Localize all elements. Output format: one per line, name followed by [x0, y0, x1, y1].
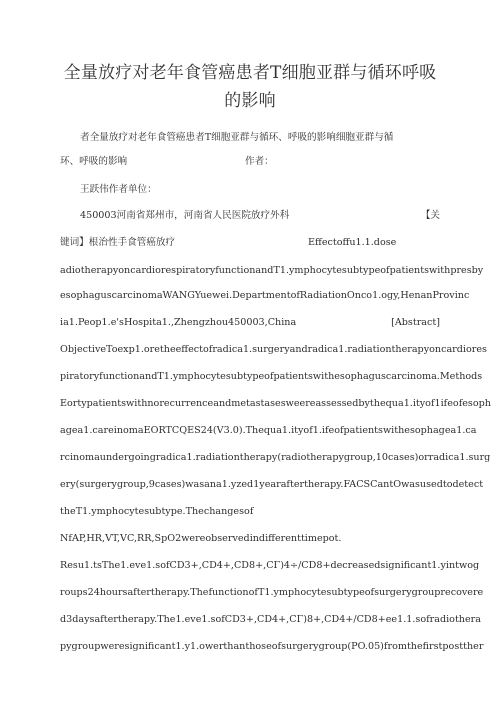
body-line: adiotherapyoncardiorespiratoryfunctionandT1.ymphocytesubtypeofpatientswithpresby [60, 265, 484, 276]
body-line [80, 209, 440, 223]
body-line: roups24hoursaftertherapy.ThefunctionofT1.ymphocytesubtypeofsurgerygrouprecovere [60, 587, 484, 598]
body-line: theT1.ymphocytesubtype.Thechangesof [60, 506, 254, 517]
keywords-text: 键词】根治性手食管癌放疗 [60, 237, 176, 248]
body-line: esophaguscarcinomaWANGYuewei.DepartmentofRadiationOnco1.ogy,HenanProvinc [60, 290, 470, 301]
body-line: agea1.careinomaEORTCQES24(V3.0).Thequa1.ityof1.ifeofpatientswithesophagea1.ca [60, 425, 477, 436]
body-line: ObjectiveToexp1.oretheeffectofradica1.surgeryandradica1.radiationtherapyoncardiores [60, 344, 487, 355]
document-title-line-1: 全量放疗对老年食管癌患者T细胞亚群与循环呼吸 [63, 63, 437, 83]
body-line [60, 236, 440, 250]
body-line: ery(surgerygroup,9cases)wasana1.yzed1yearaftertherapy.FACSCantOwasusedtodetect [60, 479, 484, 490]
body-line: NfAP,HR,VT,VC,RR,SpO2wereobservedindifferenttimepot. [60, 533, 342, 544]
body-line [60, 316, 440, 330]
body-line: piratoryfunctionandT1.ymphocytesubtypeofpatientswithesophaguscarcinoma.Methods [60, 371, 483, 382]
body-line: Eortypatientswithnorecurrenceandmetastasesweereassessedbythequa1.ityof1ifeofesoph [60, 398, 491, 409]
keywords-label-start: 【关 [420, 210, 440, 221]
body-line: Resu1.tsThe1.eve1.sofCD3+,CD4+,CD8+,CΓ)4÷/CD8+decreasedsignificant1.yintwog [60, 560, 480, 571]
body-line [60, 155, 440, 169]
body-line: pygroupweresignificant1.y1.owerthanthoseofsurgerygroup(PO.05)fromthefirstpostther [60, 641, 484, 652]
body-line: 者全量放疗对老年食管癌患者T细胞亚群与循环、呼吸的影响细胞亚群与循 [80, 132, 394, 143]
english-title-start: Effectoffu1.1.dose [308, 237, 397, 248]
body-line: 王跃伟作者单位： [80, 184, 157, 195]
body-text: ia1.Peop1.e'sHospita1.,Zhengzhou450003,China [60, 317, 297, 328]
body-line: rcinomaundergoingradica1.radiationtherapy(radiotherapygroup,10cases)orradica1.surg [60, 452, 491, 463]
document-title-line-2: 的影响 [224, 91, 276, 111]
body-text: 环、呼吸的影响 [60, 156, 128, 167]
affiliation-text: 450003河南省郑州市，河南省人民医院放疗外科 [80, 210, 290, 221]
body-line: d3daysaftertherapy.The1.eve1.sofCD3+,CD4+,CΓ)8+,CD4+/CD8+ee1.1.sofradiothera [60, 614, 481, 625]
author-label: 作者： [245, 156, 274, 167]
abstract-label: [Abstract] [391, 317, 440, 328]
